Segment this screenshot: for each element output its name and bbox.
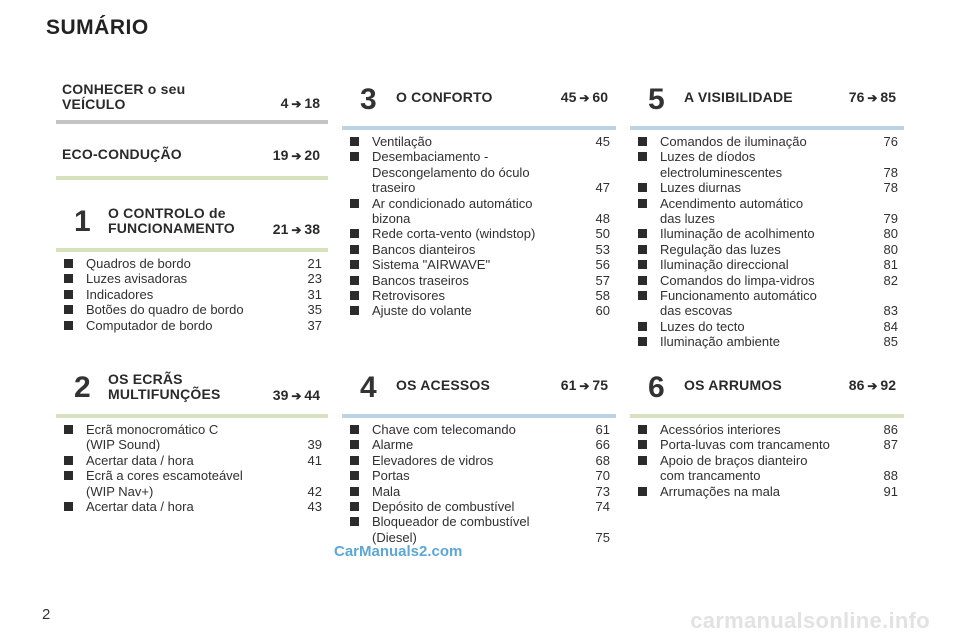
item-page: 85 <box>883 334 898 350</box>
item-page: 66 <box>595 437 610 453</box>
item-label: Bancos traseiros <box>372 272 469 288</box>
item-label: Chave com telecomando <box>372 422 516 437</box>
list-item[interactable] <box>342 149 616 195</box>
item-label: Bancos dianteiros <box>372 241 476 257</box>
list-item[interactable] <box>630 257 904 272</box>
page-range <box>849 89 896 105</box>
square-bullet-icon <box>350 425 359 434</box>
section-number: 6 <box>648 371 665 404</box>
square-bullet-icon <box>64 502 73 511</box>
item-label: Ajuste do volante <box>372 303 472 319</box>
square-bullet-icon <box>350 199 359 208</box>
item-page: 41 <box>307 452 322 468</box>
list-item[interactable] <box>630 453 904 484</box>
range-to: 18 <box>304 95 320 111</box>
square-bullet-icon <box>638 183 647 192</box>
square-bullet-icon <box>64 259 73 268</box>
list-item[interactable] <box>342 499 616 514</box>
square-bullet-icon <box>638 137 647 146</box>
range-from: 4 <box>280 95 289 111</box>
item-page: 81 <box>883 257 898 273</box>
item-label: Iluminação de acolhimento <box>660 226 815 242</box>
range-from: 39 <box>272 387 289 403</box>
item-page: 87 <box>883 437 898 453</box>
list-item[interactable] <box>342 453 616 468</box>
square-bullet-icon <box>350 245 359 254</box>
square-bullet-icon <box>350 487 359 496</box>
section-title-line1: OS ECRÃS <box>108 371 183 387</box>
section-items <box>630 134 904 350</box>
section-items <box>56 422 328 514</box>
list-item[interactable] <box>56 256 328 271</box>
range-from: 45 <box>560 89 577 105</box>
item-label: Ar condicionado automático <box>372 195 533 211</box>
item-label: Quadros de bordo <box>86 256 191 271</box>
list-item[interactable] <box>630 334 904 349</box>
intro-title-line2: VEÍCULO <box>62 96 126 112</box>
list-item[interactable] <box>342 484 616 499</box>
range-to: 75 <box>592 377 608 393</box>
item-page: 53 <box>595 241 610 257</box>
square-bullet-icon <box>64 290 73 299</box>
item-page: 21 <box>307 256 322 271</box>
section-rule <box>56 414 328 418</box>
item-label-cont: bizona <box>372 211 411 227</box>
item-page: 76 <box>883 134 898 149</box>
page-range <box>273 221 320 237</box>
item-page: 73 <box>595 483 610 499</box>
range-to: 92 <box>880 377 896 393</box>
item-label: Acendimento automático <box>660 195 804 211</box>
item-page: 50 <box>595 226 610 242</box>
list-item[interactable] <box>56 302 328 317</box>
item-label: Comandos de iluminação <box>660 134 807 149</box>
item-page: 78 <box>883 180 898 196</box>
list-item[interactable] <box>342 134 616 149</box>
item-label: Rede corta-vento (windstop) <box>372 226 536 242</box>
section-number: 1 <box>74 205 91 238</box>
range-to: 85 <box>880 89 896 105</box>
section-items <box>630 422 904 499</box>
square-bullet-icon <box>638 322 647 331</box>
list-item[interactable] <box>342 273 616 288</box>
section-title: A VISIBILIDADE <box>684 89 793 105</box>
section-rule <box>56 248 328 252</box>
section-6[interactable] <box>630 366 904 499</box>
section-items <box>342 134 616 319</box>
range-from: 86 <box>848 377 865 393</box>
item-label: Retrovisores <box>372 288 445 304</box>
square-bullet-icon <box>638 260 647 269</box>
list-item[interactable] <box>630 149 904 180</box>
section-title-line1: O CONTROLO de <box>108 205 226 221</box>
square-bullet-icon <box>638 245 647 254</box>
square-bullet-icon <box>350 517 359 526</box>
section-rule <box>630 414 904 418</box>
square-bullet-icon <box>638 456 647 465</box>
section-number: 5 <box>648 83 665 116</box>
section-number: 3 <box>360 83 377 116</box>
item-label: Acessórios interiores <box>660 422 781 437</box>
item-label: Depósito de combustível <box>372 499 515 515</box>
item-page: 47 <box>595 180 610 196</box>
item-page: 88 <box>883 468 898 484</box>
section-title-line2: FUNCIONAMENTO <box>108 220 235 236</box>
list-item[interactable] <box>56 499 328 514</box>
item-label: Funcionamento automático <box>660 288 817 304</box>
watermark-link[interactable]: CarManuals2.com <box>334 543 463 560</box>
item-page: 80 <box>883 226 898 242</box>
item-page: 48 <box>595 211 610 227</box>
page-range <box>849 377 896 393</box>
item-label: Computador de bordo <box>86 317 213 333</box>
square-bullet-icon <box>350 137 359 146</box>
list-item[interactable] <box>342 196 616 227</box>
list-item[interactable] <box>342 437 616 452</box>
item-page: 80 <box>883 241 898 257</box>
square-bullet-icon <box>638 291 647 300</box>
square-bullet-icon <box>350 276 359 285</box>
page-range <box>273 147 320 163</box>
item-page: 43 <box>307 499 322 515</box>
item-label: Comandos do limpa-vidros <box>660 272 815 288</box>
square-bullet-icon <box>350 471 359 480</box>
item-page: 91 <box>883 483 898 499</box>
section-rule <box>342 414 616 418</box>
item-label: Elevadores de vidros <box>372 452 494 468</box>
item-label: Acertar data / hora <box>86 452 194 468</box>
item-label: Apoio de braços dianteiro <box>660 452 808 468</box>
list-item[interactable] <box>342 422 616 437</box>
intro-title-line1: CONHECER o seu <box>62 81 186 97</box>
item-label: Regulação das luzes <box>660 241 781 257</box>
section-5[interactable] <box>630 78 904 350</box>
list-item[interactable] <box>56 271 328 286</box>
square-bullet-icon <box>350 229 359 238</box>
item-label: Desembaciamento - <box>372 149 489 165</box>
item-page: 78 <box>883 164 898 180</box>
square-bullet-icon <box>638 487 647 496</box>
page-range <box>561 377 608 393</box>
arrow-right-icon: ➔ <box>291 97 302 111</box>
list-item[interactable] <box>342 303 616 318</box>
item-label-cont: (Diesel) <box>372 529 417 545</box>
square-bullet-icon <box>350 152 359 161</box>
section-items <box>342 422 616 545</box>
section-number: 2 <box>74 371 91 404</box>
section-3[interactable] <box>342 78 616 319</box>
item-page: 39 <box>307 437 322 453</box>
arrow-right-icon: ➔ <box>291 389 302 403</box>
item-label: Acertar data / hora <box>86 499 194 515</box>
arrow-right-icon: ➔ <box>867 379 878 393</box>
item-page: 42 <box>307 483 322 499</box>
arrow-right-icon: ➔ <box>579 379 590 393</box>
square-bullet-icon <box>350 502 359 511</box>
item-page: 60 <box>595 303 610 319</box>
section-title: OS ARRUMOS <box>684 377 782 393</box>
list-item[interactable] <box>630 422 904 437</box>
section-1[interactable] <box>56 200 328 333</box>
square-bullet-icon <box>638 276 647 285</box>
range-to: 38 <box>304 221 320 237</box>
list-item[interactable] <box>56 422 328 453</box>
list-item[interactable] <box>630 437 904 452</box>
list-item[interactable] <box>342 288 616 303</box>
item-page: 82 <box>883 272 898 288</box>
square-bullet-icon <box>638 440 647 449</box>
list-item[interactable] <box>342 468 616 483</box>
square-bullet-icon <box>638 425 647 434</box>
section-rule <box>56 176 328 180</box>
list-item[interactable] <box>630 226 904 241</box>
item-label: Luzes de díodos <box>660 149 756 165</box>
item-label-cont: (WIP Nav+) <box>86 483 154 499</box>
item-label-cont: electroluminescentes <box>660 164 783 180</box>
section-4[interactable] <box>342 366 616 545</box>
list-item[interactable] <box>630 196 904 227</box>
range-to: 60 <box>592 89 608 105</box>
item-label: Sistema "AIRWAVE" <box>372 257 491 273</box>
section-items <box>56 256 328 333</box>
square-bullet-icon <box>350 291 359 300</box>
list-item[interactable] <box>630 242 904 257</box>
page-range <box>281 95 320 111</box>
item-label-cont: das escovas <box>660 303 733 319</box>
list-item[interactable] <box>342 242 616 257</box>
arrow-right-icon: ➔ <box>867 91 878 105</box>
item-page: 79 <box>883 211 898 227</box>
list-item[interactable] <box>56 287 328 302</box>
arrow-right-icon: ➔ <box>291 149 302 163</box>
square-bullet-icon <box>638 152 647 161</box>
item-label-cont: Descongelamento do óculo <box>372 164 530 180</box>
item-page: 75 <box>595 529 610 545</box>
list-item[interactable] <box>630 319 904 334</box>
item-label: Mala <box>372 483 401 499</box>
item-page: 58 <box>595 288 610 304</box>
item-label-cont: traseiro <box>372 180 416 196</box>
item-label: Ecrã monocromático C <box>86 422 219 437</box>
section-rule <box>342 126 616 130</box>
page-range <box>561 89 608 105</box>
list-item[interactable] <box>56 318 328 333</box>
item-label: Bloqueador de combustível <box>372 514 530 530</box>
section-number: 4 <box>360 371 377 404</box>
square-bullet-icon <box>350 260 359 269</box>
item-page: 37 <box>307 317 322 333</box>
item-page: 35 <box>307 302 322 318</box>
range-to: 20 <box>304 147 320 163</box>
item-page: 84 <box>883 318 898 334</box>
square-bullet-icon <box>64 321 73 330</box>
range-from: 61 <box>560 377 577 393</box>
page-range <box>273 387 320 403</box>
square-bullet-icon <box>64 305 73 314</box>
item-label: Luzes diurnas <box>660 180 741 196</box>
list-item[interactable] <box>630 273 904 288</box>
footer-watermark: carmanualsonline.info <box>690 608 930 633</box>
section-title-line2: MULTIFUNÇÕES <box>108 386 221 402</box>
item-page: 83 <box>883 303 898 319</box>
item-page: 70 <box>595 468 610 484</box>
item-page: 45 <box>595 134 610 149</box>
intro-eco-conducao[interactable] <box>56 138 328 180</box>
square-bullet-icon <box>64 425 73 434</box>
list-item[interactable] <box>630 484 904 499</box>
square-bullet-icon <box>638 229 647 238</box>
item-label: Luzes avisadoras <box>86 271 188 287</box>
list-item[interactable] <box>342 257 616 272</box>
item-label: Alarme <box>372 437 414 453</box>
item-label: Iluminação direccional <box>660 257 789 273</box>
range-from: 21 <box>272 221 289 237</box>
item-page: 86 <box>883 422 898 437</box>
square-bullet-icon <box>350 306 359 315</box>
item-label: Portas <box>372 468 410 484</box>
section-title: O CONFORTO <box>396 89 493 105</box>
item-label: Porta-luvas com trancamento <box>660 437 830 453</box>
arrow-right-icon: ➔ <box>291 223 302 237</box>
square-bullet-icon <box>638 337 647 346</box>
item-page: 74 <box>595 499 610 515</box>
square-bullet-icon <box>350 456 359 465</box>
list-item[interactable] <box>56 453 328 468</box>
item-label: Ecrã a cores escamoteável <box>86 468 243 484</box>
section-rule <box>630 126 904 130</box>
item-label: Ventilação <box>372 134 432 149</box>
item-page: 61 <box>595 422 610 437</box>
arrow-right-icon: ➔ <box>579 91 590 105</box>
item-page: 68 <box>595 452 610 468</box>
section-title: OS ACESSOS <box>396 377 491 393</box>
list-item[interactable] <box>630 180 904 195</box>
item-page: 56 <box>595 257 610 273</box>
list-item[interactable] <box>342 514 616 545</box>
item-page: 23 <box>307 271 322 287</box>
page-number: 2 <box>42 606 51 623</box>
item-label: Botões do quadro de bordo <box>86 302 244 318</box>
list-item[interactable] <box>56 468 328 499</box>
square-bullet-icon <box>350 440 359 449</box>
item-label-cont: com trancamento <box>660 468 761 484</box>
range-from: 76 <box>848 89 865 105</box>
list-item[interactable] <box>630 288 904 319</box>
item-label: Iluminação ambiente <box>660 334 780 350</box>
page-title: SUMÁRIO <box>46 16 149 39</box>
item-page: 57 <box>595 272 610 288</box>
item-label: Indicadores <box>86 286 154 302</box>
list-item[interactable] <box>342 226 616 241</box>
section-rule <box>56 120 328 124</box>
square-bullet-icon <box>638 199 647 208</box>
intro-title: ECO-CONDUÇÃO <box>62 146 182 162</box>
item-label-cont: das luzes <box>660 211 715 227</box>
square-bullet-icon <box>64 471 73 480</box>
section-2[interactable] <box>56 366 328 514</box>
range-from: 19 <box>272 147 289 163</box>
intro-conhecer[interactable] <box>56 78 328 124</box>
item-label-cont: (WIP Sound) <box>86 437 161 453</box>
square-bullet-icon <box>64 274 73 283</box>
item-label: Luzes do tecto <box>660 318 745 334</box>
item-page: 31 <box>307 286 322 302</box>
square-bullet-icon <box>64 456 73 465</box>
list-item[interactable] <box>630 134 904 149</box>
range-to: 44 <box>304 387 320 403</box>
item-label: Arrumações na mala <box>660 483 780 499</box>
